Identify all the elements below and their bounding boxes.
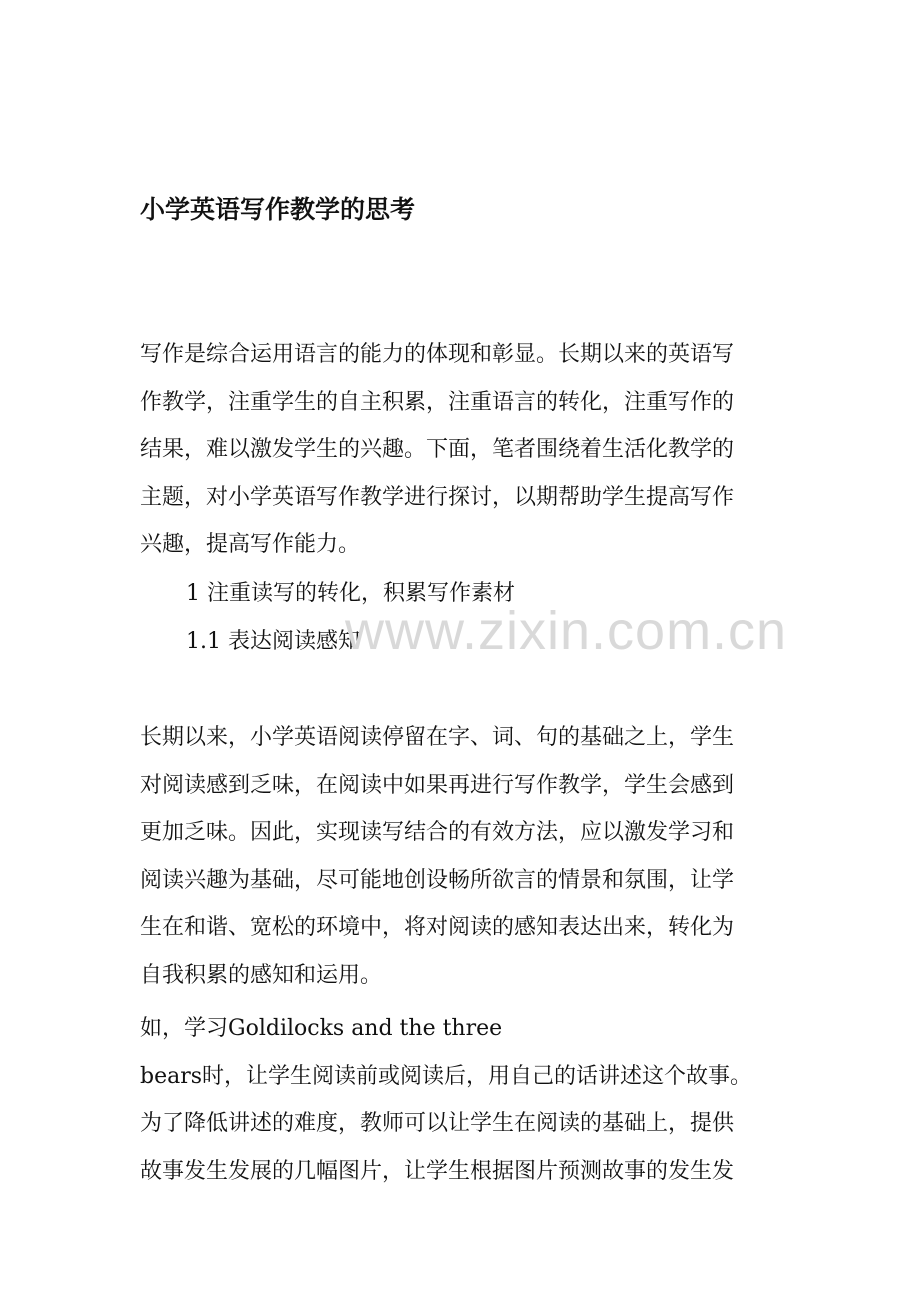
document-title: 小学英语写作教学的思考 (140, 195, 416, 224)
body-paragraph-1: 长期以来，小学英语阅读停留在字、词、句的基础之上，学生 对阅读感到乏味，在阅读中如果再进行写作教学，学生会感到 更加乏味。因此，实现读写结合的有效方法，应以激发学习和 阅读兴趣为基础，尽可能地创设畅所欲言的情景和氛围，让学 生在和谐、宽松的环境中，将对阅读的感知表达出来，转化为 自我积累的感知和运用。 (140, 725, 735, 988)
intro-paragraph: 写作是综合运用语言的能力的体现和彰显。长期以来的英语写 作教学，注重学生的自主积累，注重语言的转化，注重写作的 结果，难以激发学生的兴趣。下面，笔者围绕着生活化教学的 主题，对小学英语写作教学进行探讨，以期帮助学生提高写作 兴趣，提高写作能力。 (140, 342, 735, 558)
watermark-text: www.zixin.com.cn (345, 601, 788, 661)
section-heading-1: 1 注重读写的转化，积累写作素材 (186, 581, 515, 606)
body-paragraph-2: 如，学习Goldilocks and the three bears时，让学生阅读前或阅读后，用自己的话讲述这个故事。 为了降低讲述的难度，教师可以让学生在阅读的基础上，提供 故事发生发展的几幅图片，让学生根据图片预测故事的发生发 (140, 1016, 753, 1184)
section-heading-1-1: 1.1 表达阅读感知 (186, 629, 360, 654)
